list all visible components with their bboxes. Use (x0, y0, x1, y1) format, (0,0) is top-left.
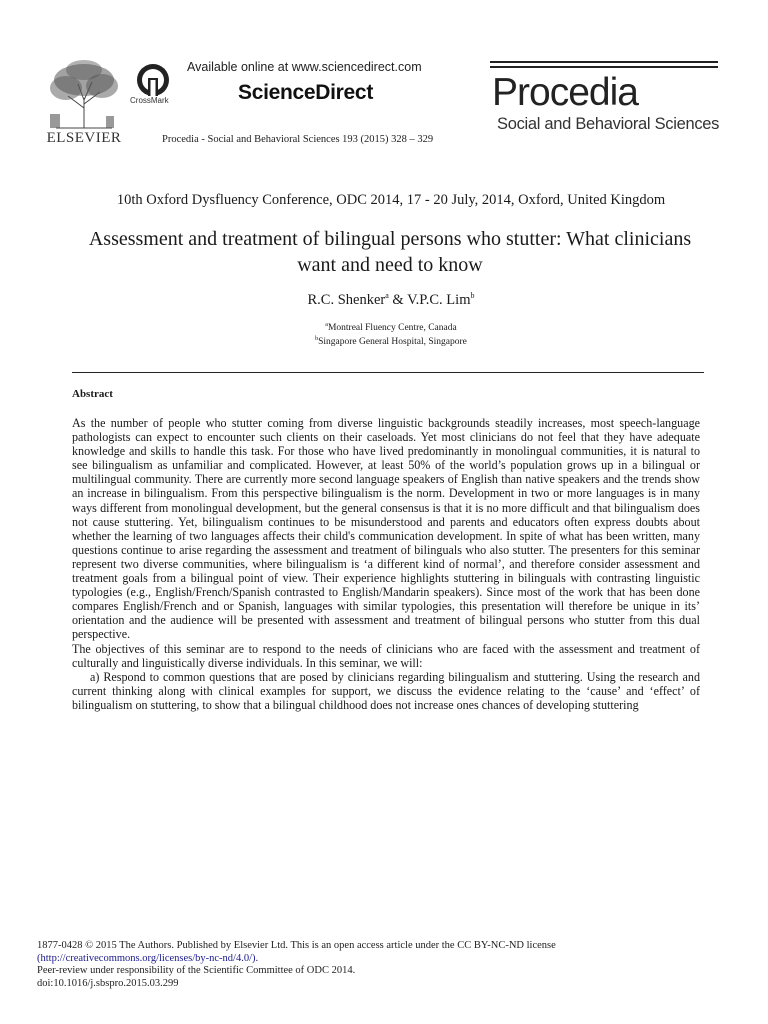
author-name: V.P.C. Lim (407, 291, 471, 308)
affiliation (0, 336, 768, 347)
conference-line: 10th Oxford Dysfluency Conference, ODC 2014, 17 - 20 July, 2014, Oxford, United Kingdom (116, 192, 666, 208)
affiliation-marker: b (315, 336, 319, 342)
abstract-paragraph: a) Respond to common questions that are posed by clinicians regarding bilingualism and stuttering. Using the research and current thinking along with clinical examples for support, we discuss the evidence relating to the ‘cause’ and ‘effect’ of bilingualism on stuttering, to show that a bilingual childhood does not increase ones chances of developing stuttering (72, 669, 700, 712)
procedia-subtitle: Social and Behavioral Sciences (497, 115, 720, 133)
author-affil-marker: b (470, 291, 475, 300)
procedia-top-rule-2 (490, 66, 718, 68)
author-list (0, 291, 768, 309)
procedia-top-rule (490, 61, 718, 63)
abstract-paragraph: As the number of people who stutter coming from diverse linguistic backgrounds steadily increases, most speech-language pathologists can expect to encounter such clients on their caseloads. Yet most clinicians do not feel that they have adequate knowledge and skills to handle this task. For those who have lived predominantly in monolingual communities, it is natural to see bilingualism as unfamiliar and complicated. However, at least 50% of the world’s population grows up in a bilingual or multilingual community. There are currently more second language speakers of English than native speakers and the trends show an increase in bilingualism. From this perspective bilingualism is the norm. Development in two or more languages is in many ways different from monolingual development, but the general consensus is that it is no more difficult and that bilingualism does not cause stuttering. Yet, bilingualism continues to be misunderstood and parents and educators often express doubts about whether the learning of two languages affects their child's communication development. In spite of what has been written, many questions continue to arise regarding the assessment and treatment of bilinguals who also stutter. The presenters for this seminar represent two diverse communities, where bilingualism is ‘a different kind of normal’, and therefore consider assessment and treatment goals from a bilingual point of view. Their experience highlights stuttering in bilinguals with contrasting linguistic typologies (e.g., English/French/Spanish contrasted to English/Mandarin speakers). Since most of the work that has been done compares English/French and or Spanish, languages with similar typologies, this presentation will therefore be unique in its’ orientation and the audience will be presented with assessment and treatment of bilingual persons who stutter from this dual perspective. (72, 416, 700, 642)
affiliation-marker: a (325, 322, 328, 328)
abstract-body (72, 416, 700, 712)
crossmark-label: CrossMark (130, 96, 169, 105)
abstract-paragraph: The objectives of this seminar are to respond to the needs of clinicians who are faced with the assessment and treatment of culturally and linguistically diverse individuals. In this seminar, we will: (72, 641, 700, 670)
license-line: 1877-0428 © 2015 The Authors. Published by Elsevier Ltd. This is an open access article under the CC BY-NC-ND license (37, 940, 556, 951)
affiliation-text: Montreal Fluency Centre, Canada (327, 323, 457, 334)
author-affil-marker: a (385, 291, 389, 300)
affiliation (0, 322, 768, 333)
author-separator: & (388, 291, 408, 308)
section-divider (72, 372, 704, 373)
procedia-title: Procedia (492, 71, 638, 114)
peer-review-line: Peer-review under responsibility of the Scientific Committee of ODC 2014. (37, 965, 356, 976)
footer (37, 940, 677, 990)
license-link[interactable]: (http://creativecommons.org/licenses/by-nc-nd/4.0/). (37, 952, 259, 964)
affiliation-text: Singapore General Hospital, Singapore (318, 337, 467, 348)
paper-title: Assessment and treatment of bilingual persons who stutter: What clinicians want and need to know (88, 228, 692, 276)
abstract-heading: Abstract (72, 388, 113, 400)
doi-line: doi:10.1016/j.sbspro.2015.03.299 (37, 977, 179, 989)
sciencedirect-wordmark[interactable]: ScienceDirect (238, 81, 374, 104)
journal-reference: Procedia - Social and Behavioral Sciences 193 (2015) 328 – 329 (162, 134, 434, 145)
author-name: R.C. Shenker (307, 291, 386, 308)
available-online-text: Available online at www.sciencedirect.com (187, 60, 422, 74)
publisher-name: ELSEVIER (46, 130, 122, 146)
